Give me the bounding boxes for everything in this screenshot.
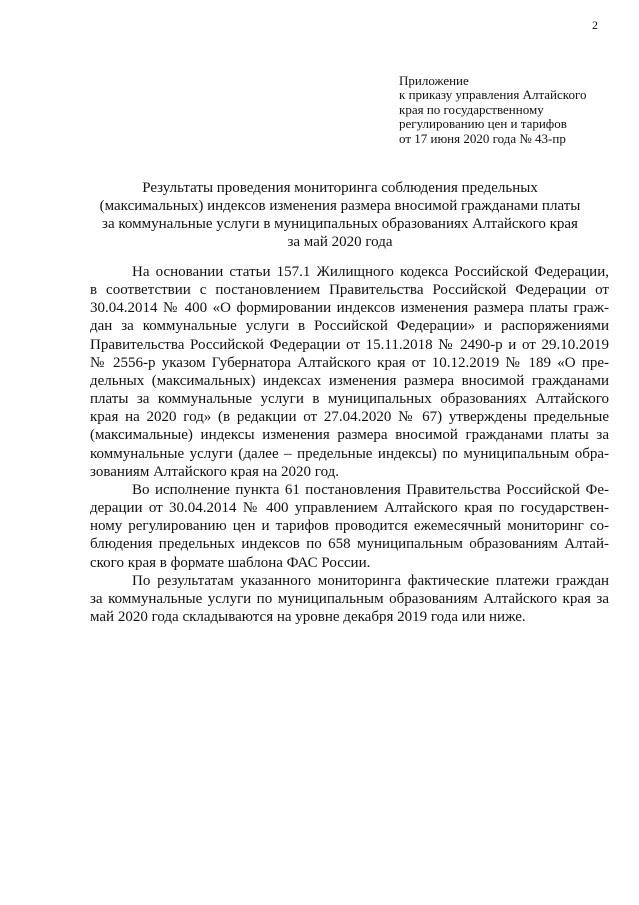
text-line: 30.04.2014 № 400 «О формировании индексов изменения размера платы граж- — [90, 300, 609, 317]
appendix-line: от 17 июня 2020 года № 43-пр — [399, 130, 566, 146]
appendix-line: края по государственному — [399, 101, 544, 117]
text-line: По результатам указанного мониторинга фактические платежи граждан — [132, 572, 609, 589]
appendix-line: Приложение — [399, 73, 469, 88]
text-line: ному регулированию цен и тарифов проводится ежемесячный мониторинг со- — [90, 518, 609, 535]
text-line: коммунальные услуги (далее – предельные индексы) по муниципальным обра- — [90, 445, 609, 462]
text-line: дерации от 30.04.2014 № 400 управлением Алтайского края по государствен- — [90, 500, 609, 517]
title-line: за коммунальные услуги в муниципальных образованиях Алтайского края — [102, 216, 578, 232]
title-line: Результаты проведения мониторинга соблюдения предельных — [142, 180, 538, 196]
text-line: (максимальные) индексы изменения размера вносимой гражданами платы за — [90, 427, 609, 444]
text-line: блюдения предельных индексов по 658 муниципальным образованиям Алтай- — [90, 536, 609, 553]
text-line: края на 2020 год» (в редакции от 27.04.2020 № 67) утверждены предельные — [90, 409, 609, 426]
paragraph-monitoring — [90, 481, 609, 572]
title-line: за май 2020 года — [287, 234, 393, 250]
text-line: зованиям Алтайского края на 2020 год. — [90, 463, 340, 480]
text-line: платы за коммунальные услуги в муниципальных образованиях Алтайского — [90, 391, 609, 408]
text-line: май 2020 года складываются на уровне декабря 2019 года или ниже. — [90, 608, 526, 625]
text-line: Правительства Российской Федерации от 15.11.2018 № 2490-р и от 29.10.2019 — [90, 336, 609, 353]
text-line: дан за коммунальные услуги в Российской Федерации» и распоряжениями — [90, 318, 609, 335]
appendix-line: регулированию цен и тарифов — [399, 116, 567, 132]
text-line: № 2556-р указом Губернатора Алтайского края от 10.12.2019 № 189 «О пре- — [90, 354, 609, 371]
text-line: за коммунальные услуги по муниципальным образованиям Алтайского края за — [90, 590, 609, 607]
text-line: дельных (максимальных) индексах изменения размера вносимой гражданами — [90, 372, 609, 389]
title-line: (максимальных) индексов изменения размера вносимой гражданами платы — [99, 198, 581, 214]
document-body — [90, 263, 609, 626]
appendix-line: к приказу управления Алтайского — [399, 87, 587, 103]
page-number: 2 — [592, 18, 598, 32]
paragraph-results — [90, 572, 609, 626]
text-line: Во исполнение пункта 61 постановления Правительства Российской Фе- — [132, 481, 609, 498]
paragraph-legal-basis — [90, 263, 609, 481]
document-title — [80, 179, 600, 251]
text-line: в соответствии с постановлением Правительства Российской Федерации от — [90, 282, 609, 299]
text-line: На основании статьи 157.1 Жилищного кодекса Российской Федерации, — [132, 264, 609, 280]
text-line: ского края в формате шаблона ФАС России. — [90, 554, 371, 571]
appendix-header — [399, 74, 619, 146]
